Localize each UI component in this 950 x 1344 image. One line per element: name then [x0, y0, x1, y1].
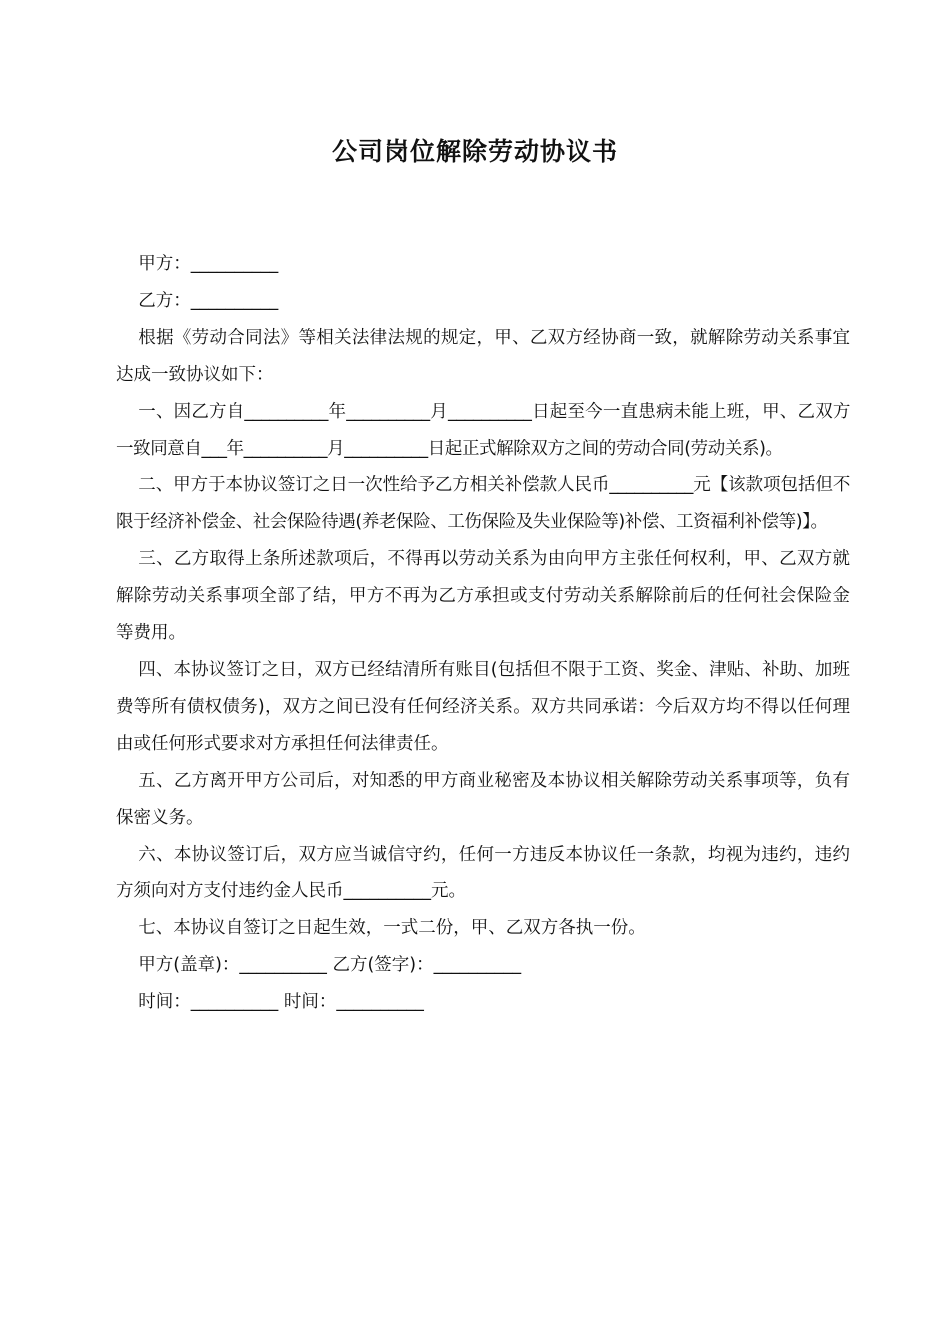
document-title: 公司岗位解除劳动协议书 — [331, 137, 618, 166]
signature-line: 甲方(盖章)：__________ 乙方(签字)：__________ — [138, 955, 522, 976]
document-body — [116, 246, 850, 1021]
date-line: 时间：__________ 时间：__________ — [138, 992, 424, 1013]
preamble-paragraph: 根据《劳动合同法》等相关法律法规的规定，甲、乙双方经协商一致，就解除劳动关系事宜达成一致协议如下： — [116, 327, 850, 385]
party-a-line: 甲方：__________ — [138, 254, 279, 274]
clause-6-paragraph: 六、本协议签订后，双方应当诚信守约，任何一方违反本协议任一条款，均视为违约，违约方须向对方支付违约金人民币__________元。 — [116, 844, 850, 902]
clause-7-paragraph: 七、本协议自签订之日起生效，一式二份，甲、乙双方各执一份。 — [138, 918, 646, 939]
clause-3-paragraph: 三、乙方取得上条所述款项后，不得再以劳动关系为由向甲方主张任何权利，甲、乙双方就解除劳动关系事项全部了结，甲方不再为乙方承担或支付劳动关系解除前后的任何社会保险金等费用。 — [116, 549, 850, 644]
party-b-line: 乙方：__________ — [138, 290, 279, 311]
clause-1-paragraph: 一、因乙方自__________年__________月__________日起至今一直患病未能上班，甲、乙双方一致同意自___年__________月__________日起正式解除双方之间的劳动合同(劳动关系)。 — [116, 401, 850, 459]
clause-5-paragraph: 五、乙方离开甲方公司后，对知悉的甲方商业秘密及本协议相关解除劳动关系事项等，负有保密义务。 — [116, 770, 850, 828]
clause-4-paragraph: 四、本协议签订之日，双方已经结清所有账目(包括但不限于工资、奖金、津贴、补助、加班费等所有债权债务)，双方之间已没有任何经济关系。双方共同承诺：今后双方均不得以任何理由或任何形式要求对方承担任何法律责任。 — [116, 659, 850, 754]
clause-2-paragraph: 二、甲方于本协议签订之日一次性给予乙方相关补偿款人民币__________元【该款项包括但不限于经济补偿金、社会保险待遇(养老保险、工伤保险及失业保险等)补偿、工资福利补偿等)】。 — [116, 475, 850, 533]
